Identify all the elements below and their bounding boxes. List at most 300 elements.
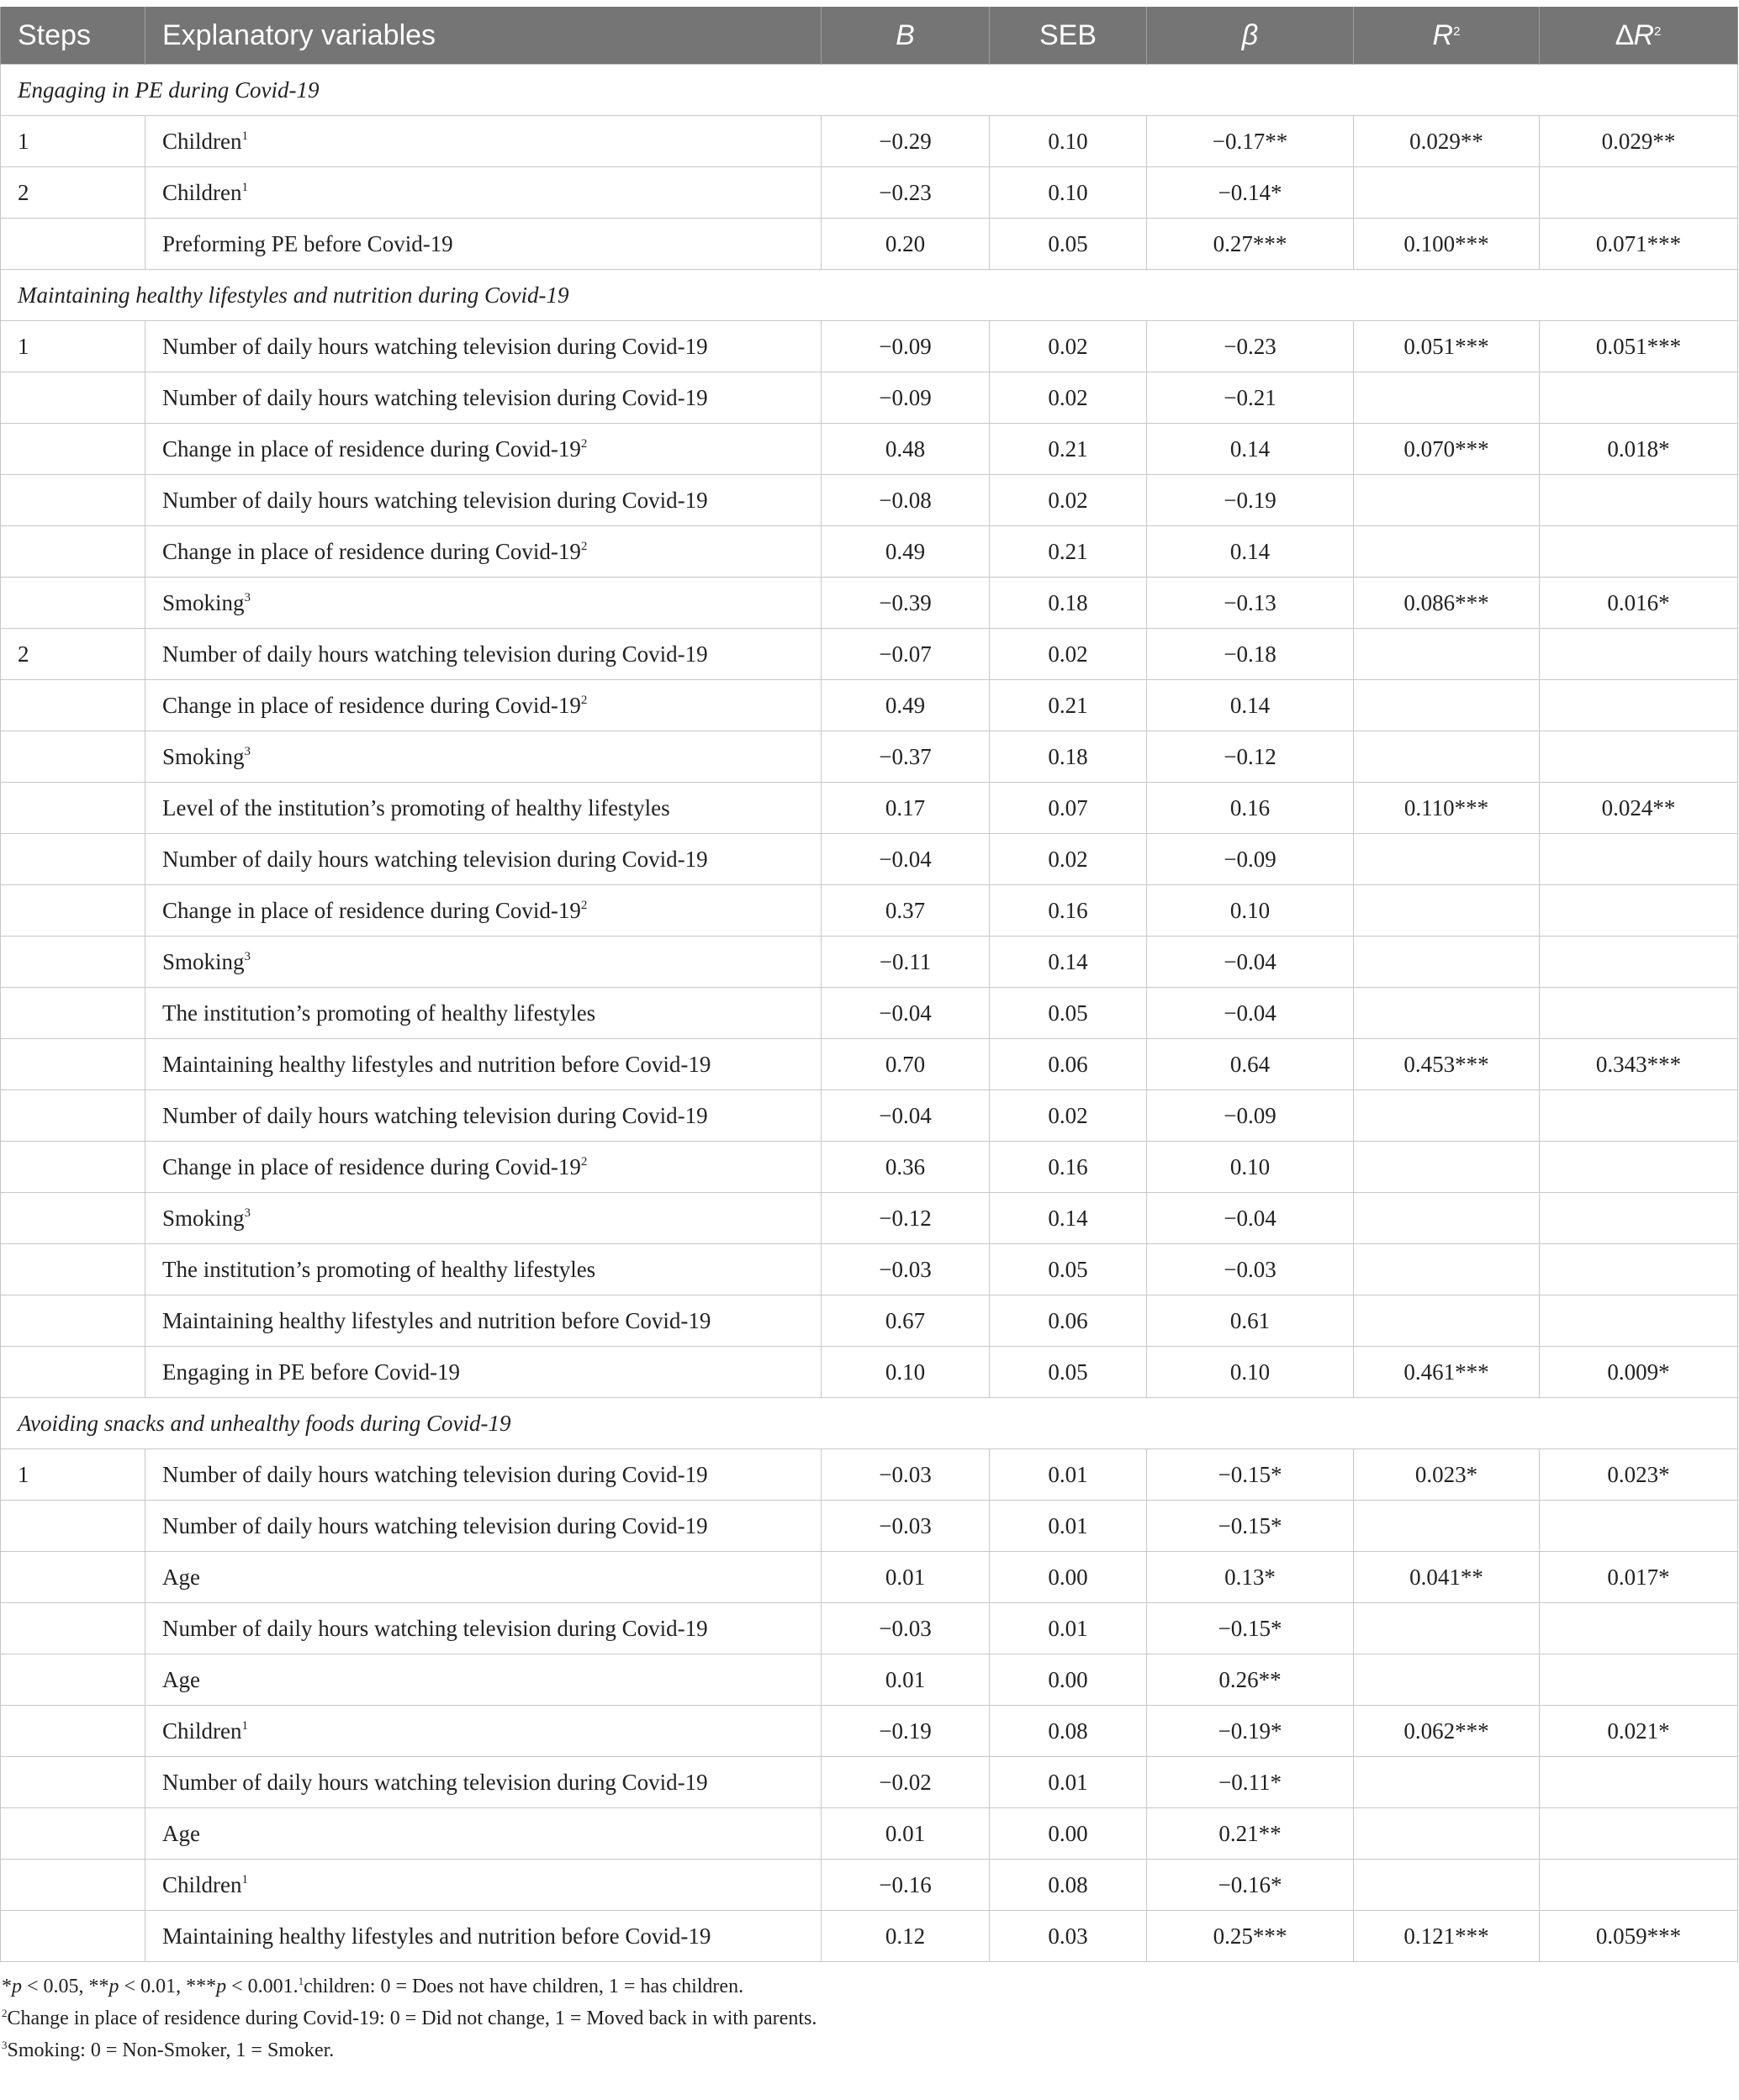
variable-cell (145, 834, 822, 885)
step-cell (1, 988, 145, 1039)
delta-r2-cell (1540, 1501, 1738, 1552)
header-row (1, 7, 1738, 65)
variable-name: Change in place of residence during Covid-19 (162, 692, 581, 718)
variable-name: Change in place of residence during Covid-19 (162, 538, 581, 564)
beta-cell: 0.61 (1147, 1295, 1354, 1347)
footnote-p: p (216, 1976, 227, 1997)
table-row (1, 1039, 1738, 1090)
variable-cell (145, 116, 822, 167)
step-cell (1, 680, 145, 731)
b-cell: −0.03 (822, 1449, 990, 1501)
table-row (1, 1757, 1738, 1808)
variable-name: Maintaining healthy lifestyles and nutrition before Covid-19 (162, 1307, 711, 1333)
table-row (1, 1193, 1738, 1244)
delta-r2-cell (1540, 1244, 1738, 1295)
b-cell: −0.07 (822, 629, 990, 680)
variable-footnote-mark: 3 (244, 744, 251, 758)
variable-name: Change in place of residence during Covid-19 (162, 1153, 581, 1179)
seb-cell: 0.05 (990, 1347, 1147, 1398)
b-cell: −0.11 (822, 937, 990, 988)
seb-cell: 0.03 (990, 1911, 1147, 1962)
variable-cell (145, 1142, 822, 1193)
variable-cell (145, 1090, 822, 1142)
beta-cell: −0.15* (1147, 1501, 1354, 1552)
seb-cell: 0.14 (990, 1193, 1147, 1244)
delta-r2-cell (1540, 1295, 1738, 1347)
delta-r2-cell: 0.017* (1540, 1552, 1738, 1603)
footnote-smoking (2, 2034, 1737, 2066)
beta-cell: −0.19 (1147, 475, 1354, 526)
b-cell: 0.17 (822, 783, 990, 834)
table-body (1, 65, 1738, 1962)
variable-name: Change in place of residence during Covid-19 (162, 897, 581, 923)
delta-r2-cell: 0.021* (1540, 1706, 1738, 1757)
r2-cell (1354, 1603, 1540, 1654)
table-row (1, 783, 1738, 834)
r2-cell (1354, 1757, 1540, 1808)
delta-r2-cell (1540, 526, 1738, 578)
seb-cell: 0.10 (990, 167, 1147, 219)
step-cell (1, 1808, 145, 1860)
beta-cell: 0.64 (1147, 1039, 1354, 1090)
table-row (1, 731, 1738, 783)
seb-cell: 0.02 (990, 629, 1147, 680)
b-cell: −0.04 (822, 834, 990, 885)
variable-cell (145, 1501, 822, 1552)
table-row (1, 834, 1738, 885)
step-cell (1, 1347, 145, 1398)
variable-name: Number of daily hours watching television during Covid-19 (162, 1615, 708, 1641)
regression-table-container (0, 7, 1737, 2066)
step-cell (1, 1552, 145, 1603)
delta-r2-cell: 0.029** (1540, 116, 1738, 167)
variable-cell (145, 885, 822, 937)
step-cell: 1 (1, 116, 145, 167)
variable-name: The institution’s promoting of healthy lifestyles (162, 1000, 596, 1026)
delta-r2-cell: 0.024** (1540, 783, 1738, 834)
variable-cell (145, 1757, 822, 1808)
seb-cell: 0.21 (990, 526, 1147, 578)
seb-cell: 0.08 (990, 1706, 1147, 1757)
r2-cell: 0.041** (1354, 1552, 1540, 1603)
variable-name: Change in place of residence during Covid-19 (162, 435, 581, 462)
variable-cell (145, 219, 822, 270)
step-cell (1, 219, 145, 270)
variable-name: Number of daily hours watching television during Covid-19 (162, 641, 708, 667)
delta-r2-cell (1540, 1757, 1738, 1808)
header-b-text: B (896, 18, 915, 51)
header-dr2-text: R (1633, 18, 1655, 51)
seb-cell: 0.00 (990, 1654, 1147, 1706)
beta-cell: −0.15* (1147, 1449, 1354, 1501)
table-row (1, 988, 1738, 1039)
variable-footnote-mark: 2 (580, 898, 588, 912)
variable-cell (145, 1347, 822, 1398)
section-row (1, 270, 1738, 321)
seb-cell: 0.21 (990, 424, 1147, 475)
delta-r2-cell (1540, 731, 1738, 783)
variable-footnote-mark: 2 (580, 539, 588, 553)
delta-r2-cell (1540, 629, 1738, 680)
beta-cell: −0.03 (1147, 1244, 1354, 1295)
variable-name: Number of daily hours watching television during Covid-19 (162, 1461, 708, 1487)
header-delta-symbol: ∆ (1615, 18, 1634, 51)
variable-cell (145, 526, 822, 578)
beta-cell: −0.12 (1147, 731, 1354, 783)
beta-cell: 0.10 (1147, 1347, 1354, 1398)
variable-name: Age (162, 1564, 200, 1590)
r2-cell (1354, 1501, 1540, 1552)
r2-cell (1354, 1244, 1540, 1295)
variable-cell (145, 731, 822, 783)
variable-name: Smoking (162, 589, 245, 615)
table-row (1, 424, 1738, 475)
step-cell: 1 (1, 1449, 145, 1501)
variable-cell (145, 629, 822, 680)
b-cell: 0.01 (822, 1552, 990, 1603)
variable-cell (145, 424, 822, 475)
variable-cell (145, 680, 822, 731)
variable-name: Number of daily hours watching television during Covid-19 (162, 1512, 708, 1538)
delta-r2-cell (1540, 1603, 1738, 1654)
variable-name: Smoking (162, 948, 245, 974)
b-cell: −0.04 (822, 988, 990, 1039)
delta-r2-cell (1540, 680, 1738, 731)
delta-r2-cell (1540, 1808, 1738, 1860)
section-row (1, 65, 1738, 116)
table-row (1, 475, 1738, 526)
variable-cell (145, 783, 822, 834)
variable-cell (145, 1449, 822, 1501)
step-cell (1, 1603, 145, 1654)
variable-name: Preforming PE before Covid-19 (162, 230, 453, 256)
b-cell: 0.10 (822, 1347, 990, 1398)
seb-cell: 0.16 (990, 1142, 1147, 1193)
r2-cell (1354, 1193, 1540, 1244)
step-cell (1, 1654, 145, 1706)
variable-name: Age (162, 1666, 200, 1692)
table-row (1, 1808, 1738, 1860)
variable-name: The institution’s promoting of healthy lifestyles (162, 1256, 596, 1282)
r2-cell (1354, 167, 1540, 219)
variable-name: Smoking (162, 743, 245, 769)
variable-name: Number of daily hours watching television during Covid-19 (162, 384, 708, 410)
beta-cell: −0.19* (1147, 1706, 1354, 1757)
header-seb: SEB (990, 7, 1147, 65)
r2-cell (1354, 475, 1540, 526)
r2-cell: 0.121*** (1354, 1911, 1540, 1962)
table-row (1, 1295, 1738, 1347)
r2-cell: 0.110*** (1354, 783, 1540, 834)
footnote-p: p (12, 1976, 22, 1997)
beta-cell: 0.10 (1147, 885, 1354, 937)
seb-cell: 0.02 (990, 475, 1147, 526)
beta-cell: 0.10 (1147, 1142, 1354, 1193)
b-cell: 0.49 (822, 680, 990, 731)
beta-cell: −0.11* (1147, 1757, 1354, 1808)
table-row (1, 680, 1738, 731)
step-cell (1, 424, 145, 475)
r2-cell (1354, 937, 1540, 988)
r2-cell: 0.453*** (1354, 1039, 1540, 1090)
table-row (1, 167, 1738, 219)
beta-cell: −0.04 (1147, 988, 1354, 1039)
r2-cell (1354, 1090, 1540, 1142)
delta-r2-cell: 0.016* (1540, 578, 1738, 629)
beta-cell: −0.09 (1147, 1090, 1354, 1142)
step-cell: 2 (1, 629, 145, 680)
variable-cell (145, 1552, 822, 1603)
delta-r2-cell (1540, 988, 1738, 1039)
table-row (1, 1552, 1738, 1603)
step-cell (1, 885, 145, 937)
variable-cell (145, 1808, 822, 1860)
footnote-sup: 2 (2, 2007, 8, 2019)
step-cell (1, 731, 145, 783)
step-cell (1, 1911, 145, 1962)
b-cell: −0.02 (822, 1757, 990, 1808)
b-cell: −0.37 (822, 731, 990, 783)
r2-cell (1354, 1295, 1540, 1347)
variable-name: Number of daily hours watching television during Covid-19 (162, 1769, 708, 1795)
variable-cell (145, 578, 822, 629)
b-cell: 0.49 (822, 526, 990, 578)
table-row (1, 321, 1738, 372)
r2-cell (1354, 1654, 1540, 1706)
r2-cell (1354, 1860, 1540, 1911)
step-cell: 2 (1, 167, 145, 219)
beta-cell: −0.15* (1147, 1603, 1354, 1654)
b-cell: 0.67 (822, 1295, 990, 1347)
delta-r2-cell (1540, 167, 1738, 219)
b-cell: −0.23 (822, 167, 990, 219)
table-row (1, 372, 1738, 424)
step-cell (1, 1757, 145, 1808)
r2-cell (1354, 372, 1540, 424)
beta-cell: −0.13 (1147, 578, 1354, 629)
section-title: Avoiding snacks and unhealthy foods during Covid-19 (1, 1398, 1738, 1449)
variable-name: Children (162, 179, 242, 205)
seb-cell: 0.14 (990, 937, 1147, 988)
beta-cell: 0.16 (1147, 783, 1354, 834)
beta-cell: 0.14 (1147, 526, 1354, 578)
r2-cell (1354, 629, 1540, 680)
table-row (1, 1244, 1738, 1295)
header-r2 (1354, 7, 1540, 65)
r2-cell: 0.100*** (1354, 219, 1540, 270)
variable-name: Age (162, 1820, 200, 1846)
b-cell: −0.03 (822, 1603, 990, 1654)
variable-footnote-mark: 2 (580, 693, 588, 707)
footnote-sup: 3 (2, 2039, 8, 2051)
variable-name: Level of the institution’s promoting of healthy lifestyles (162, 794, 670, 820)
b-cell: −0.03 (822, 1244, 990, 1295)
b-cell: −0.04 (822, 1090, 990, 1142)
beta-cell: −0.09 (1147, 834, 1354, 885)
header-dr2-sup: 2 (1654, 24, 1662, 39)
variable-cell (145, 372, 822, 424)
delta-r2-cell: 0.023* (1540, 1449, 1738, 1501)
table-row (1, 1654, 1738, 1706)
variable-cell (145, 1295, 822, 1347)
beta-cell: −0.18 (1147, 629, 1354, 680)
header-beta (1147, 7, 1354, 65)
seb-cell: 0.16 (990, 885, 1147, 937)
section-row (1, 1398, 1738, 1449)
footnote-sup: 1 (298, 1975, 304, 1987)
table-header (1, 7, 1738, 65)
delta-r2-cell (1540, 885, 1738, 937)
b-cell: −0.16 (822, 1860, 990, 1911)
beta-cell: −0.16* (1147, 1860, 1354, 1911)
r2-cell: 0.029** (1354, 116, 1540, 167)
delta-r2-cell: 0.009* (1540, 1347, 1738, 1398)
header-r2-text: R (1432, 18, 1454, 51)
r2-cell (1354, 1808, 1540, 1860)
variable-name: Maintaining healthy lifestyles and nutrition before Covid-19 (162, 1923, 711, 1949)
delta-r2-cell: 0.059*** (1540, 1911, 1738, 1962)
variable-cell (145, 1860, 822, 1911)
delta-r2-cell (1540, 1860, 1738, 1911)
step-cell (1, 1295, 145, 1347)
seb-cell: 0.10 (990, 116, 1147, 167)
footnote-text: Change in place of residence during Covid-19: 0 = Did not change, 1 = Moved back in with parents. (7, 2008, 817, 2029)
footnote-p: p (108, 1976, 119, 1997)
table-row (1, 1449, 1738, 1501)
variable-name: Number of daily hours watching television during Covid-19 (162, 333, 708, 359)
r2-cell: 0.086*** (1354, 578, 1540, 629)
variable-footnote-mark: 1 (241, 180, 248, 194)
variable-cell (145, 1244, 822, 1295)
step-cell (1, 578, 145, 629)
variable-cell (145, 1193, 822, 1244)
seb-cell: 0.00 (990, 1808, 1147, 1860)
variable-cell (145, 1603, 822, 1654)
r2-cell: 0.062*** (1354, 1706, 1540, 1757)
beta-cell: −0.17** (1147, 116, 1354, 167)
table-footnotes (0, 1962, 1737, 2066)
step-cell (1, 1142, 145, 1193)
r2-cell (1354, 526, 1540, 578)
b-cell: −0.09 (822, 321, 990, 372)
seb-cell: 0.08 (990, 1860, 1147, 1911)
b-cell: −0.08 (822, 475, 990, 526)
seb-cell: 0.06 (990, 1295, 1147, 1347)
variable-footnote-mark: 1 (241, 129, 248, 143)
variable-name: Smoking (162, 1205, 245, 1231)
variable-footnote-mark: 3 (244, 949, 251, 963)
header-r2-sup: 2 (1453, 24, 1461, 39)
seb-cell: 0.06 (990, 1039, 1147, 1090)
step-cell (1, 1706, 145, 1757)
delta-r2-cell: 0.071*** (1540, 219, 1738, 270)
b-cell: −0.09 (822, 372, 990, 424)
header-delta-r2 (1540, 7, 1738, 65)
variable-cell (145, 475, 822, 526)
seb-cell: 0.01 (990, 1449, 1147, 1501)
footnote-residence (2, 2002, 1737, 2034)
variable-footnote-mark: 3 (244, 1206, 251, 1220)
table-row (1, 116, 1738, 167)
seb-cell: 0.18 (990, 731, 1147, 783)
step-cell (1, 937, 145, 988)
table-row (1, 937, 1738, 988)
step-cell (1, 1501, 145, 1552)
beta-cell: −0.23 (1147, 321, 1354, 372)
step-cell (1, 1193, 145, 1244)
variable-cell (145, 1654, 822, 1706)
step-cell (1, 1039, 145, 1090)
header-steps: Steps (1, 7, 145, 65)
seb-cell: 0.01 (990, 1757, 1147, 1808)
footnote-text: Smoking: 0 = Non-Smoker, 1 = Smoker. (7, 2039, 335, 2061)
b-cell: 0.48 (822, 424, 990, 475)
variable-cell (145, 988, 822, 1039)
variable-name: Number of daily hours watching television during Covid-19 (162, 487, 708, 513)
regression-table (0, 7, 1738, 1962)
beta-cell: 0.14 (1147, 680, 1354, 731)
b-cell: −0.12 (822, 1193, 990, 1244)
seb-cell: 0.21 (990, 680, 1147, 731)
b-cell: 0.12 (822, 1911, 990, 1962)
beta-cell: −0.04 (1147, 937, 1354, 988)
b-cell: 0.70 (822, 1039, 990, 1090)
variable-name: Number of daily hours watching television during Covid-19 (162, 1102, 708, 1128)
table-row (1, 1706, 1738, 1757)
b-cell: 0.01 (822, 1808, 990, 1860)
table-row (1, 526, 1738, 578)
variable-footnote-mark: 3 (244, 590, 251, 604)
r2-cell: 0.070*** (1354, 424, 1540, 475)
seb-cell: 0.02 (990, 372, 1147, 424)
seb-cell: 0.07 (990, 783, 1147, 834)
delta-r2-cell (1540, 475, 1738, 526)
b-cell: −0.29 (822, 116, 990, 167)
b-cell: 0.37 (822, 885, 990, 937)
table-row (1, 629, 1738, 680)
table-row (1, 1501, 1738, 1552)
beta-cell: 0.14 (1147, 424, 1354, 475)
delta-r2-cell: 0.051*** (1540, 321, 1738, 372)
variable-cell (145, 1706, 822, 1757)
table-row (1, 578, 1738, 629)
footnote-text: children: 0 = Does not have children, 1 = has children. (304, 1976, 744, 1997)
variable-footnote-mark: 1 (241, 1718, 248, 1733)
step-cell (1, 1090, 145, 1142)
table-row (1, 885, 1738, 937)
table-row (1, 1603, 1738, 1654)
variable-cell (145, 937, 822, 988)
b-cell: −0.19 (822, 1706, 990, 1757)
step-cell (1, 783, 145, 834)
beta-cell: −0.21 (1147, 372, 1354, 424)
r2-cell: 0.023* (1354, 1449, 1540, 1501)
header-beta-text: β (1241, 18, 1259, 51)
delta-r2-cell (1540, 834, 1738, 885)
seb-cell: 0.05 (990, 988, 1147, 1039)
seb-cell: 0.05 (990, 1244, 1147, 1295)
footnote-star: * (2, 1976, 12, 1997)
seb-cell: 0.05 (990, 219, 1147, 270)
step-cell (1, 475, 145, 526)
footnote-text: < 0.01, *** (119, 1976, 217, 1997)
beta-cell: 0.21** (1147, 1808, 1354, 1860)
seb-cell: 0.18 (990, 578, 1147, 629)
step-cell (1, 526, 145, 578)
beta-cell: 0.25*** (1147, 1911, 1354, 1962)
delta-r2-cell (1540, 1090, 1738, 1142)
variable-name: Children (162, 128, 242, 154)
